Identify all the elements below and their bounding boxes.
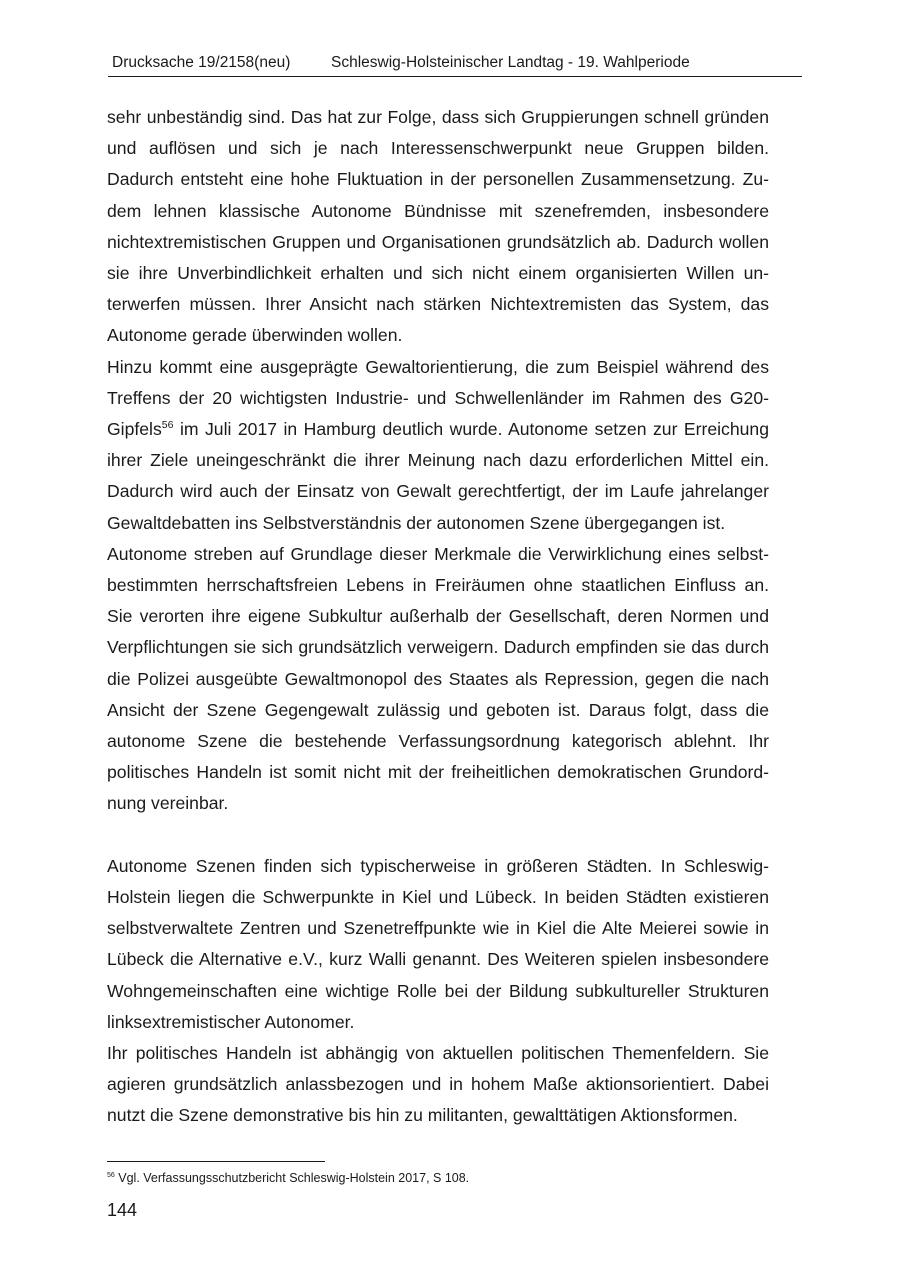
paragraph-4: Autonome Szenen finden sich typischerweise in größeren Städten. In Schleswig-Holstein liegen die Schwerpunkte in Kiel und Lübeck. In beiden Städten existieren selbstverwaltete Zentren und Szenetreffpunkte wie in Kiel die Alte Meierei sowie in Lübeck die Alternative e.V., kurz Walli genannt. Des Weiteren spielen insbesondere Wohngemeinschaften eine wichtige Rolle bei der Bildung subkultureller Strukturen linksextremistischer Autonomer.: [107, 855, 769, 1032]
paragraph-1: sehr unbeständig sind. Das hat zur Folge, dass sich Gruppierungen schnell gründen und auflösen und sich je nach Interessenschwerpunkt neue Gruppen bilden. Dadurch entsteht eine hohe Fluktuation in der personellen Zusammensetzung. Zudem lehnen klassische Autonome Bündnisse mit szenefremden, insbesondere nichtextremistischen Gruppen und Organisationen grundsätzlich ab. Dadurch wollen sie ihre Unverbindlichkeit erhalten und sich nicht einem organisierten Willen unterwerfen müssen. Ihrer Ansicht nach stärken Nichtextremisten das System, das Autonome gerade überwinden wollen.: [107, 107, 769, 346]
paragraph-5: Ihr politisches Handeln ist abhängig von aktuellen politischen Themenfeldern. Sie agieren grundsätzlich anlassbezogen und in hohem Maße aktionsorientiert. Dabei nutzt die Szene demonstrative bis hin zu militanten, gewalttätigen Aktionsformen.: [107, 1043, 769, 1126]
parliament-title: Schleswig-Holsteinischer Landtag - 19. Wahlperiode: [331, 54, 690, 71]
page-number: 144: [107, 1200, 138, 1220]
document-number: Drucksache 19/2158(neu): [112, 54, 291, 71]
footnote-reference[interactable]: 56: [161, 419, 174, 432]
footnote-number: 56: [107, 1171, 115, 1179]
footnote-text: Vgl. Verfassungsschutzbericht Schleswig-Holstein 2017, S 108.: [114, 1171, 470, 1185]
paragraph-2-text-before: Hinzu kommt eine ausgeprägte Gewaltorientierung, die zum Beispiel während des Treffens der 20 wichtigsten Industrie- und Schwellenländer im Rahmen des G20-Gipfels: [107, 356, 769, 440]
paragraph-3: Autonome streben auf Grundlage dieser Merkmale die Verwirklichung eines selbstbestimmten herrschaftsfreien Lebens in Freiräumen ohne staatlichen Einfluss an. Sie verorten ihre eigene Subkultur außerhalb der Gesellschaft, deren Normen und Verpflichtungen sie sich grundsätzlich verweigern. Dadurch empfinden sie das durch die Polizei ausgeübte Gewaltmonopol des Staates als Repression, gegen die nach Ansicht der Szene Gegengewalt zulässig und geboten ist. Daraus folgt, dass die autonome Szene die bestehende Verfassungsordnung kategorisch ablehnt. Ihr politisches Handeln ist somit nicht mit der freiheitlichen demokratischen Grundordnung vereinbar.: [107, 543, 769, 814]
body-text: [107, 102, 769, 1132]
header-rule: [108, 76, 802, 77]
footnote: [107, 1170, 469, 1186]
paragraph-2-text-after: im Juli 2017 in Hamburg deutlich wurde. Autonome setzen zur Erreichung ihrer Ziele uneingeschränkt die ihrer Meinung nach dazu erforderlichen Mittel ein. Dadurch wird auch der Einsatz von Gewalt gerechtfertigt, der im Laufe jahrelanger Gewaltdebatten ins Selbstverständnis der autonomen Szene übergegangen ist.: [107, 419, 769, 533]
paragraph-2: [107, 352, 769, 539]
page-header: [108, 50, 802, 76]
footnote-separator: [107, 1161, 325, 1162]
